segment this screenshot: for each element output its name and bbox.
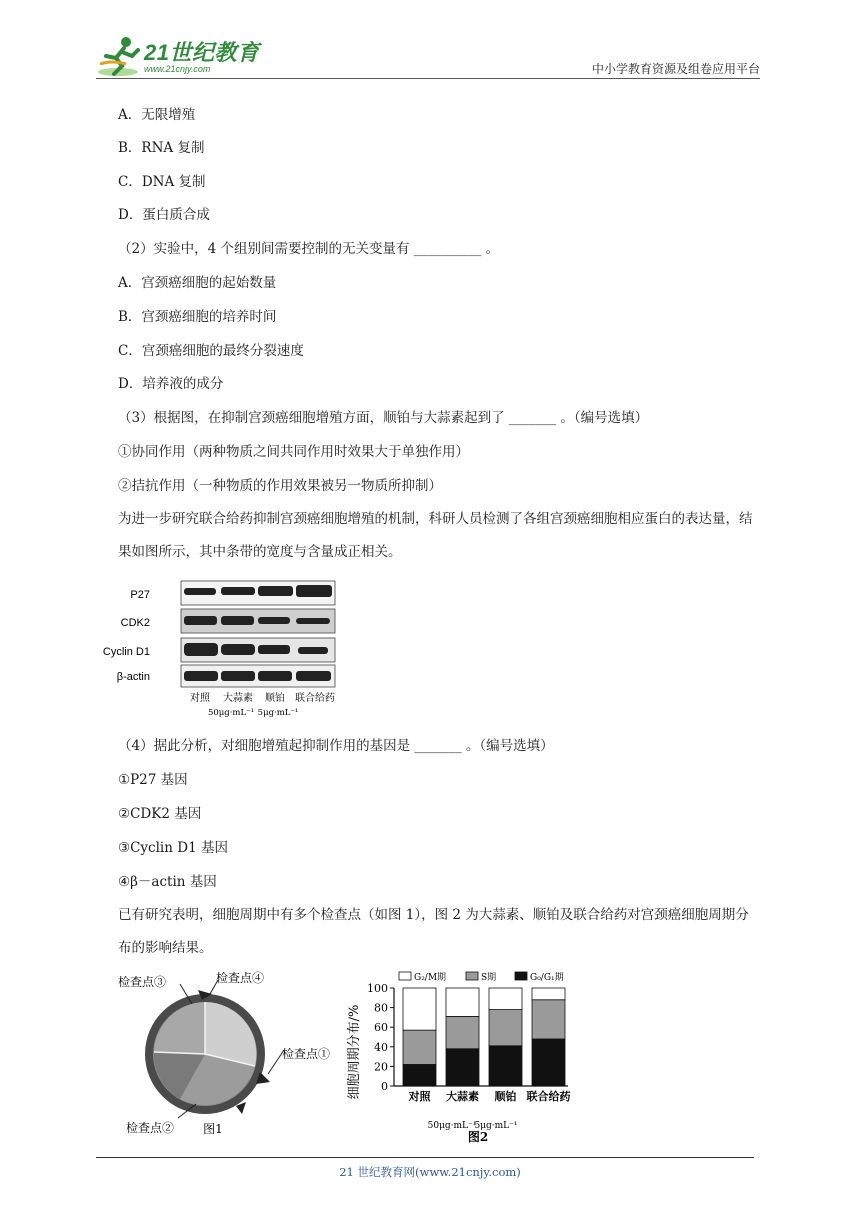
checkpoint-label: 检查点③ <box>118 975 167 989</box>
q4-option-2: ②CDK2 基因 <box>118 806 202 822</box>
blot-band <box>258 645 290 654</box>
site-logo[interactable] <box>96 34 271 78</box>
footer-link[interactable]: 21 世纪教育网(www.21cnjy.com) <box>339 1165 521 1179</box>
blot-band <box>258 617 290 624</box>
blot-band <box>296 618 330 624</box>
blot-dose-label: 5μg·mL⁻¹ <box>257 708 299 718</box>
blot-row-label: CDK2 <box>120 617 150 629</box>
cycle-intro: 已有研究表明，细胞周期中有多个检查点（如图 1），图 2 为大蒜素、顺铂及联合给药对宫颈癌细胞周期分布的影响结果。 <box>118 907 749 956</box>
legend-swatch <box>399 972 411 980</box>
q4-stem: （4）据此分析，对细胞增殖起抑制作用的基因是 _______ 。（编号选填） <box>118 738 554 754</box>
x-tick-label: 顺铂 <box>494 1090 517 1103</box>
q4-option-1: ①P27 基因 <box>118 772 188 788</box>
q3-stem: （3）根据图，在抑制宫颈癌细胞增殖方面，顺铂与大蒜素起到了 _______ 。（编号选填） <box>118 410 649 426</box>
blot-band <box>221 587 255 595</box>
bar-segment <box>403 988 436 1030</box>
q4-option-4: ④β－actin 基因 <box>118 874 217 890</box>
fig2-caption: 图2 <box>467 1130 489 1144</box>
checkpoint-label: 检查点① <box>282 1047 331 1061</box>
q1-option-d: D．蛋白质合成 <box>118 207 210 223</box>
blot-col-label: 联合给药 <box>295 693 335 704</box>
x-tick-label: 大蒜素 <box>446 1090 479 1103</box>
checkpoint-label: 检查点④ <box>216 971 265 985</box>
bar-segment <box>446 1016 479 1048</box>
blot-band <box>221 644 255 655</box>
blot-col-label: 对照 <box>190 693 210 704</box>
bar-segment <box>489 1046 522 1086</box>
blot-intro: 为进一步研究联合给药抑制宫颈癌细胞增殖的机制，科研人员检测了各组宫颈癌细胞相应蛋白的表达量，结果如图所示，其中条带的宽度与含量成正相关。 <box>118 511 753 560</box>
y-tick-label: 80 <box>374 1001 388 1015</box>
page-header <box>96 30 760 80</box>
q3-option-2: ②拮抗作用（一种物质的作用效果被另一物质所抑制） <box>118 478 442 494</box>
blot-band <box>298 647 328 654</box>
q2-stem: （2）实验中，4 个组别间需要控制的无关变量有 __________ 。 <box>118 241 500 257</box>
blot-band <box>184 643 218 656</box>
cell-cycle-figures <box>118 968 588 1143</box>
y-tick-label: 0 <box>381 1080 388 1093</box>
blot-band <box>184 671 218 681</box>
q4-option-3: ③Cyclin D1 基因 <box>118 840 228 856</box>
q2-option-d: D．培养液的成分 <box>118 376 224 392</box>
y-tick-label: 40 <box>374 1040 388 1054</box>
runner-logo-icon <box>96 34 144 78</box>
y-axis-label: 细胞周期分布/% <box>347 1004 362 1100</box>
blot-band <box>221 616 254 625</box>
fig1-caption: 图1 <box>203 1122 223 1136</box>
x-tick-label: 对照 <box>408 1090 431 1103</box>
x-tick-label: 联合给药 <box>526 1090 571 1103</box>
q1-option-b: B．RNA 复制 <box>118 140 205 156</box>
q3-option-1: ①协同作用（两种物质之间共同作用时效果大于单独作用） <box>118 444 469 460</box>
blot-band <box>258 586 293 596</box>
blot-row-label: Cyclin D1 <box>102 646 150 658</box>
blot-row-label: P27 <box>130 589 150 601</box>
q2-option-b: B．宫颈癌细胞的培养时间 <box>118 309 277 325</box>
blot-band <box>184 588 216 595</box>
logo-url: www.21cnjy.com <box>144 64 211 74</box>
y-tick-label: 100 <box>367 982 388 995</box>
footer-divider <box>96 1157 754 1158</box>
q2-option-a: A．宫颈癌细胞的起始数量 <box>118 275 277 291</box>
legend-swatch <box>515 972 527 980</box>
q2-option-c: C．宫颈癌细胞的最终分裂速度 <box>118 343 304 359</box>
legend-label: G₀/G₁期 <box>530 973 564 983</box>
bar-segment <box>446 1049 479 1086</box>
bar-segment <box>403 1064 436 1086</box>
blot-band <box>258 671 292 681</box>
dose-label: 5μg·mL⁻¹ <box>474 1121 518 1131</box>
platform-name: 中小学教育资源及组卷应用平台 <box>591 62 760 76</box>
legend-label: S期 <box>481 973 497 983</box>
bar-segment <box>489 988 522 1010</box>
q1-option-c: C．DNA 复制 <box>118 174 206 190</box>
checkpoint-label: 检查点② <box>126 1121 175 1135</box>
q1-option-a: A．无限增殖 <box>118 107 196 123</box>
dose-label: 50μg·mL⁻¹ <box>427 1121 477 1131</box>
blot-row-label: β-actin <box>116 671 150 683</box>
western-blot-figure <box>102 576 348 721</box>
bar-segment <box>532 1000 565 1039</box>
y-tick-label: 60 <box>374 1021 388 1035</box>
header-divider <box>96 78 760 79</box>
blot-dose-label: 50μg·mL⁻¹ <box>207 708 255 718</box>
blot-band <box>296 585 332 597</box>
bar-segment <box>489 1010 522 1046</box>
blot-band <box>221 671 255 681</box>
bar-segment <box>532 1039 565 1086</box>
bar-segment <box>532 988 565 1000</box>
legend-label: G₂/M期 <box>414 973 447 983</box>
bar-segment <box>446 988 479 1016</box>
legend-swatch <box>466 972 478 980</box>
bar-segment <box>403 1030 436 1064</box>
blot-band <box>184 616 217 625</box>
blot-col-label: 大蒜素 <box>223 693 253 704</box>
blot-col-label: 顺铂 <box>265 693 285 704</box>
logo-text: 21世纪教育 <box>144 40 260 65</box>
blot-band <box>296 671 331 681</box>
y-tick-label: 20 <box>374 1060 388 1074</box>
